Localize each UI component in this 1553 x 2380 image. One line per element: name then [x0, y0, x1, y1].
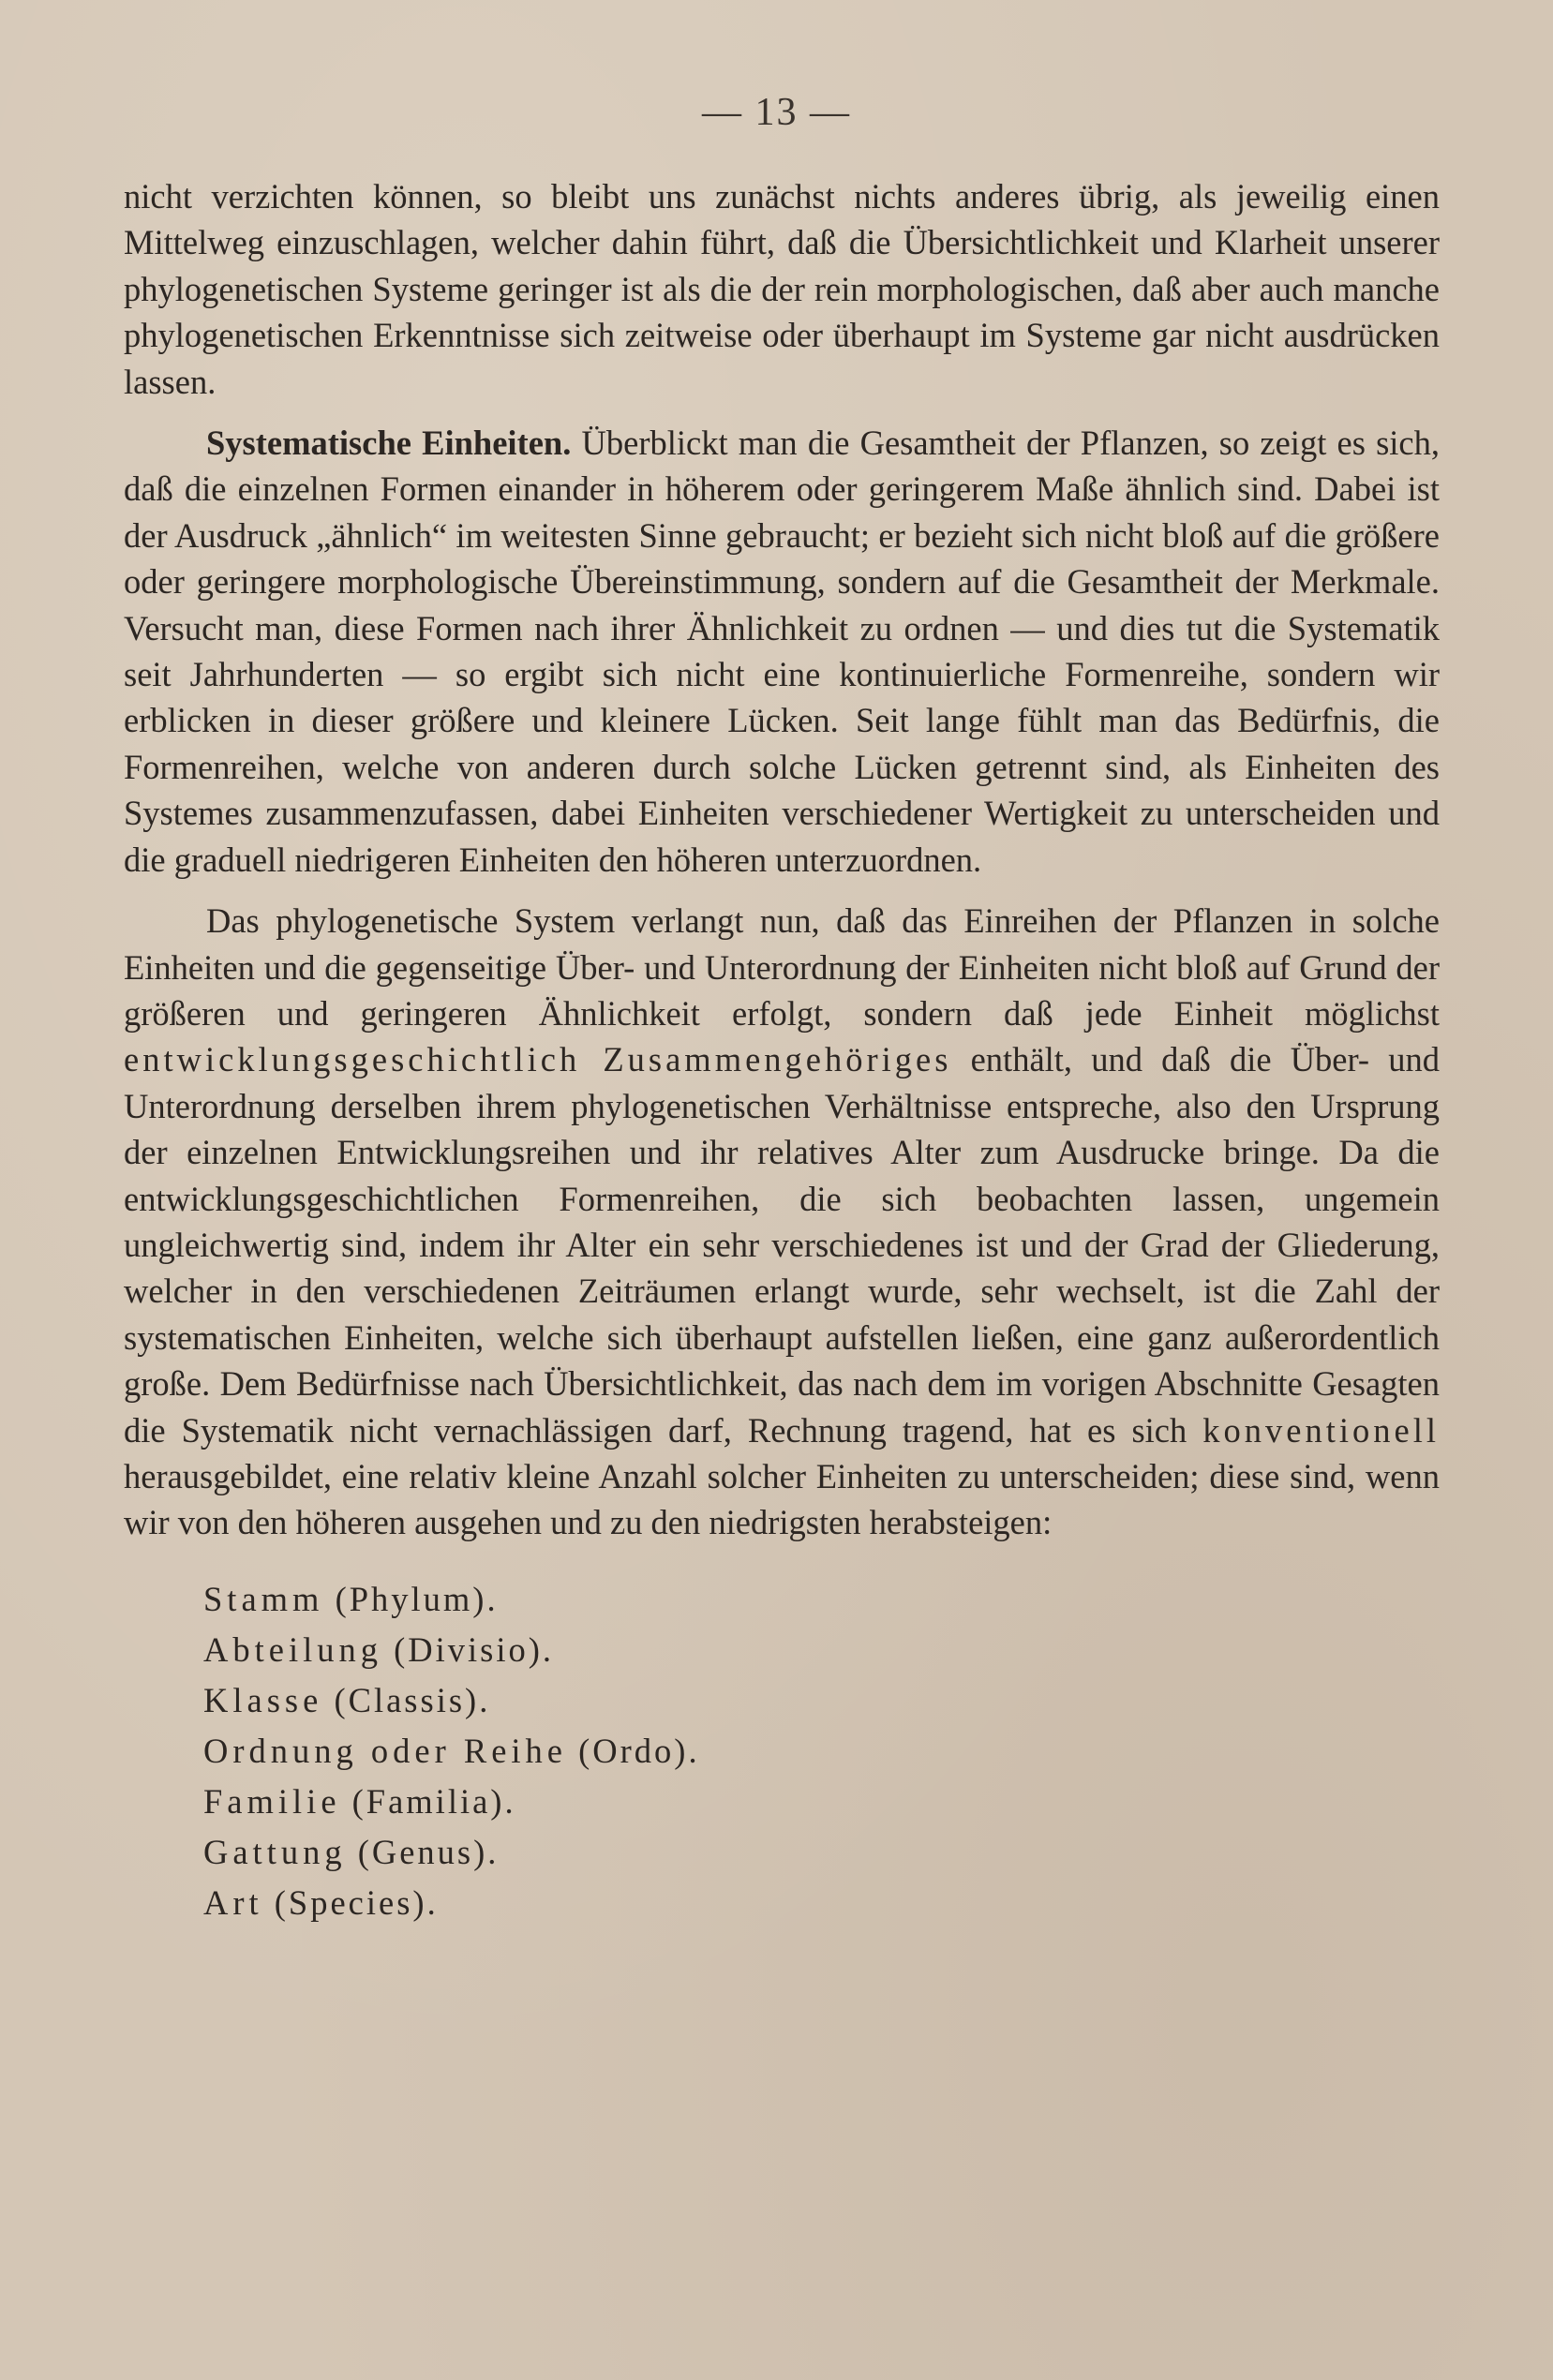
- rank-name: Abteilung: [203, 1629, 382, 1669]
- paragraph-1: [124, 173, 1440, 405]
- rank-latin: (Species).: [262, 1882, 439, 1922]
- rank-latin: (Classis).: [322, 1680, 491, 1719]
- rank-name: Gattung: [203, 1832, 347, 1871]
- rank-item-stamm: [203, 1574, 1440, 1625]
- rank-name: Ordnung oder Reihe: [203, 1731, 568, 1770]
- rank-item-art: [203, 1878, 1440, 1928]
- rank-name: Familie: [203, 1781, 341, 1821]
- rank-name: Art: [203, 1882, 263, 1922]
- rank-item-gattung: [203, 1827, 1440, 1878]
- emphasis-konventionell: konventionell: [1202, 1410, 1440, 1450]
- paragraph-3: [124, 898, 1440, 1546]
- paragraph-3-text-c: herausgebildet, eine relativ kleine Anzahl solcher Einheiten zu unterscheiden; diese sind, wenn wir von den höheren ausgehen und zu den niedrigsten herabsteigen:: [124, 1456, 1440, 1542]
- rank-latin: (Familia).: [340, 1781, 516, 1821]
- section-heading-systematische-einheiten: Systematische Einheiten.: [206, 424, 572, 463]
- paragraph-2: [124, 420, 1440, 883]
- rank-name: Stamm: [203, 1579, 324, 1618]
- rank-latin: (Phylum).: [323, 1579, 499, 1618]
- paragraph-2-text: Überblickt man die Gesamtheit der Pflanzen, so zeigt es sich, daß die einzelnen Formen einander in höherem oder geringerem Maße ähnlich sind. Dabei ist der Ausdruck „ähnlich“ im weitesten Sinne gebraucht; er bezieht sich nicht bloß auf die größere oder geringere morphologische Übereinstimmung, sondern auf die Gesamtheit der Merkmale. Versucht man, diese Formen nach ihrer Ähnlichkeit zu ordnen — und dies tut die Systematik seit Jahrhunderten — so ergibt sich nicht eine kontinuierliche Formenreihe, sondern wir erblicken in dieser größere und kleinere Lücken. Seit lange fühlt man das Bedürfnis, die Formenreihen, welche von anderen durch solche Lücken getrennt sind, als Einheiten des Systemes zusammenzufassen, dabei Einheiten verschiedener Wertigkeit zu unterscheiden und die graduell niedrigeren Einheiten den höheren unterzuordnen.: [124, 424, 1441, 879]
- page-number: — 13 —: [702, 91, 851, 134]
- paragraph-3-text-b: enthält, und daß die Über- und Unterordnung derselben ihrem phylogenetischen Verhältnisse entspreche, also den Ursprung der einzelnen Entwicklungsreihen und ihr relatives Alter zum Ausdrucke bringe. Da die entwicklungsgeschichtlichen Formenreihen, die sich beobachten lassen, ungemein ungleichwertig sind, indem ihr Alter ein sehr verschiedenes ist und der Grad der Gliederung, welcher in den verschiedenen Zeiträumen erlangt wurde, sehr wechselt, ist die Zahl der systematischen Einheiten, welche sich überhaupt aufstellen ließen, eine ganz außerordentlich große. Dem Bedürfnisse nach Übersichtlichkeit, das nach dem im vorigen Abschnitte Gesagten die Systematik nicht vernachlässigen darf, Rechnung tragend, hat es sich: [124, 1040, 1440, 1450]
- rank-item-ordnung: [203, 1726, 1440, 1777]
- emphasis-entwicklungsgeschichtlich: entwicklungsgeschichtlich Zusammengehöriges: [124, 1040, 952, 1079]
- rank-latin: (Ordo).: [567, 1731, 700, 1770]
- taxonomic-rank-list: [124, 1574, 1440, 1928]
- rank-latin: (Genus).: [346, 1832, 500, 1871]
- paragraph-3-text-a: Das phylogenetische System verlangt nun, daß das Einreihen der Pflanzen in solche Einheiten und die gegenseitige Über- und Unterordnung der Einheiten nicht bloß auf Grund der größeren und geringeren Ähnlichkeit erfolgt, sondern daß jede Einheit möglichst: [124, 901, 1440, 1033]
- rank-item-klasse: [203, 1675, 1440, 1726]
- rank-item-abteilung: [203, 1625, 1440, 1675]
- paragraph-1-text: nicht verzichten können, so bleibt uns zunächst nichts anderes übrig, als jeweilig einen Mittelweg einzuschlagen, welcher dahin führt, daß die Übersichtlichkeit und Klarheit unserer phylogenetischen Systeme geringer ist als die der rein morphologischen, daß aber auch manche phylogenetischen Erkenntnisse sich zeitweise oder überhaupt im Systeme gar nicht ausdrücken lassen.: [124, 177, 1440, 401]
- rank-name: Klasse: [203, 1680, 323, 1719]
- rank-item-familie: [203, 1777, 1440, 1827]
- rank-latin: (Divisio).: [381, 1629, 555, 1669]
- body-text: [124, 173, 1440, 1928]
